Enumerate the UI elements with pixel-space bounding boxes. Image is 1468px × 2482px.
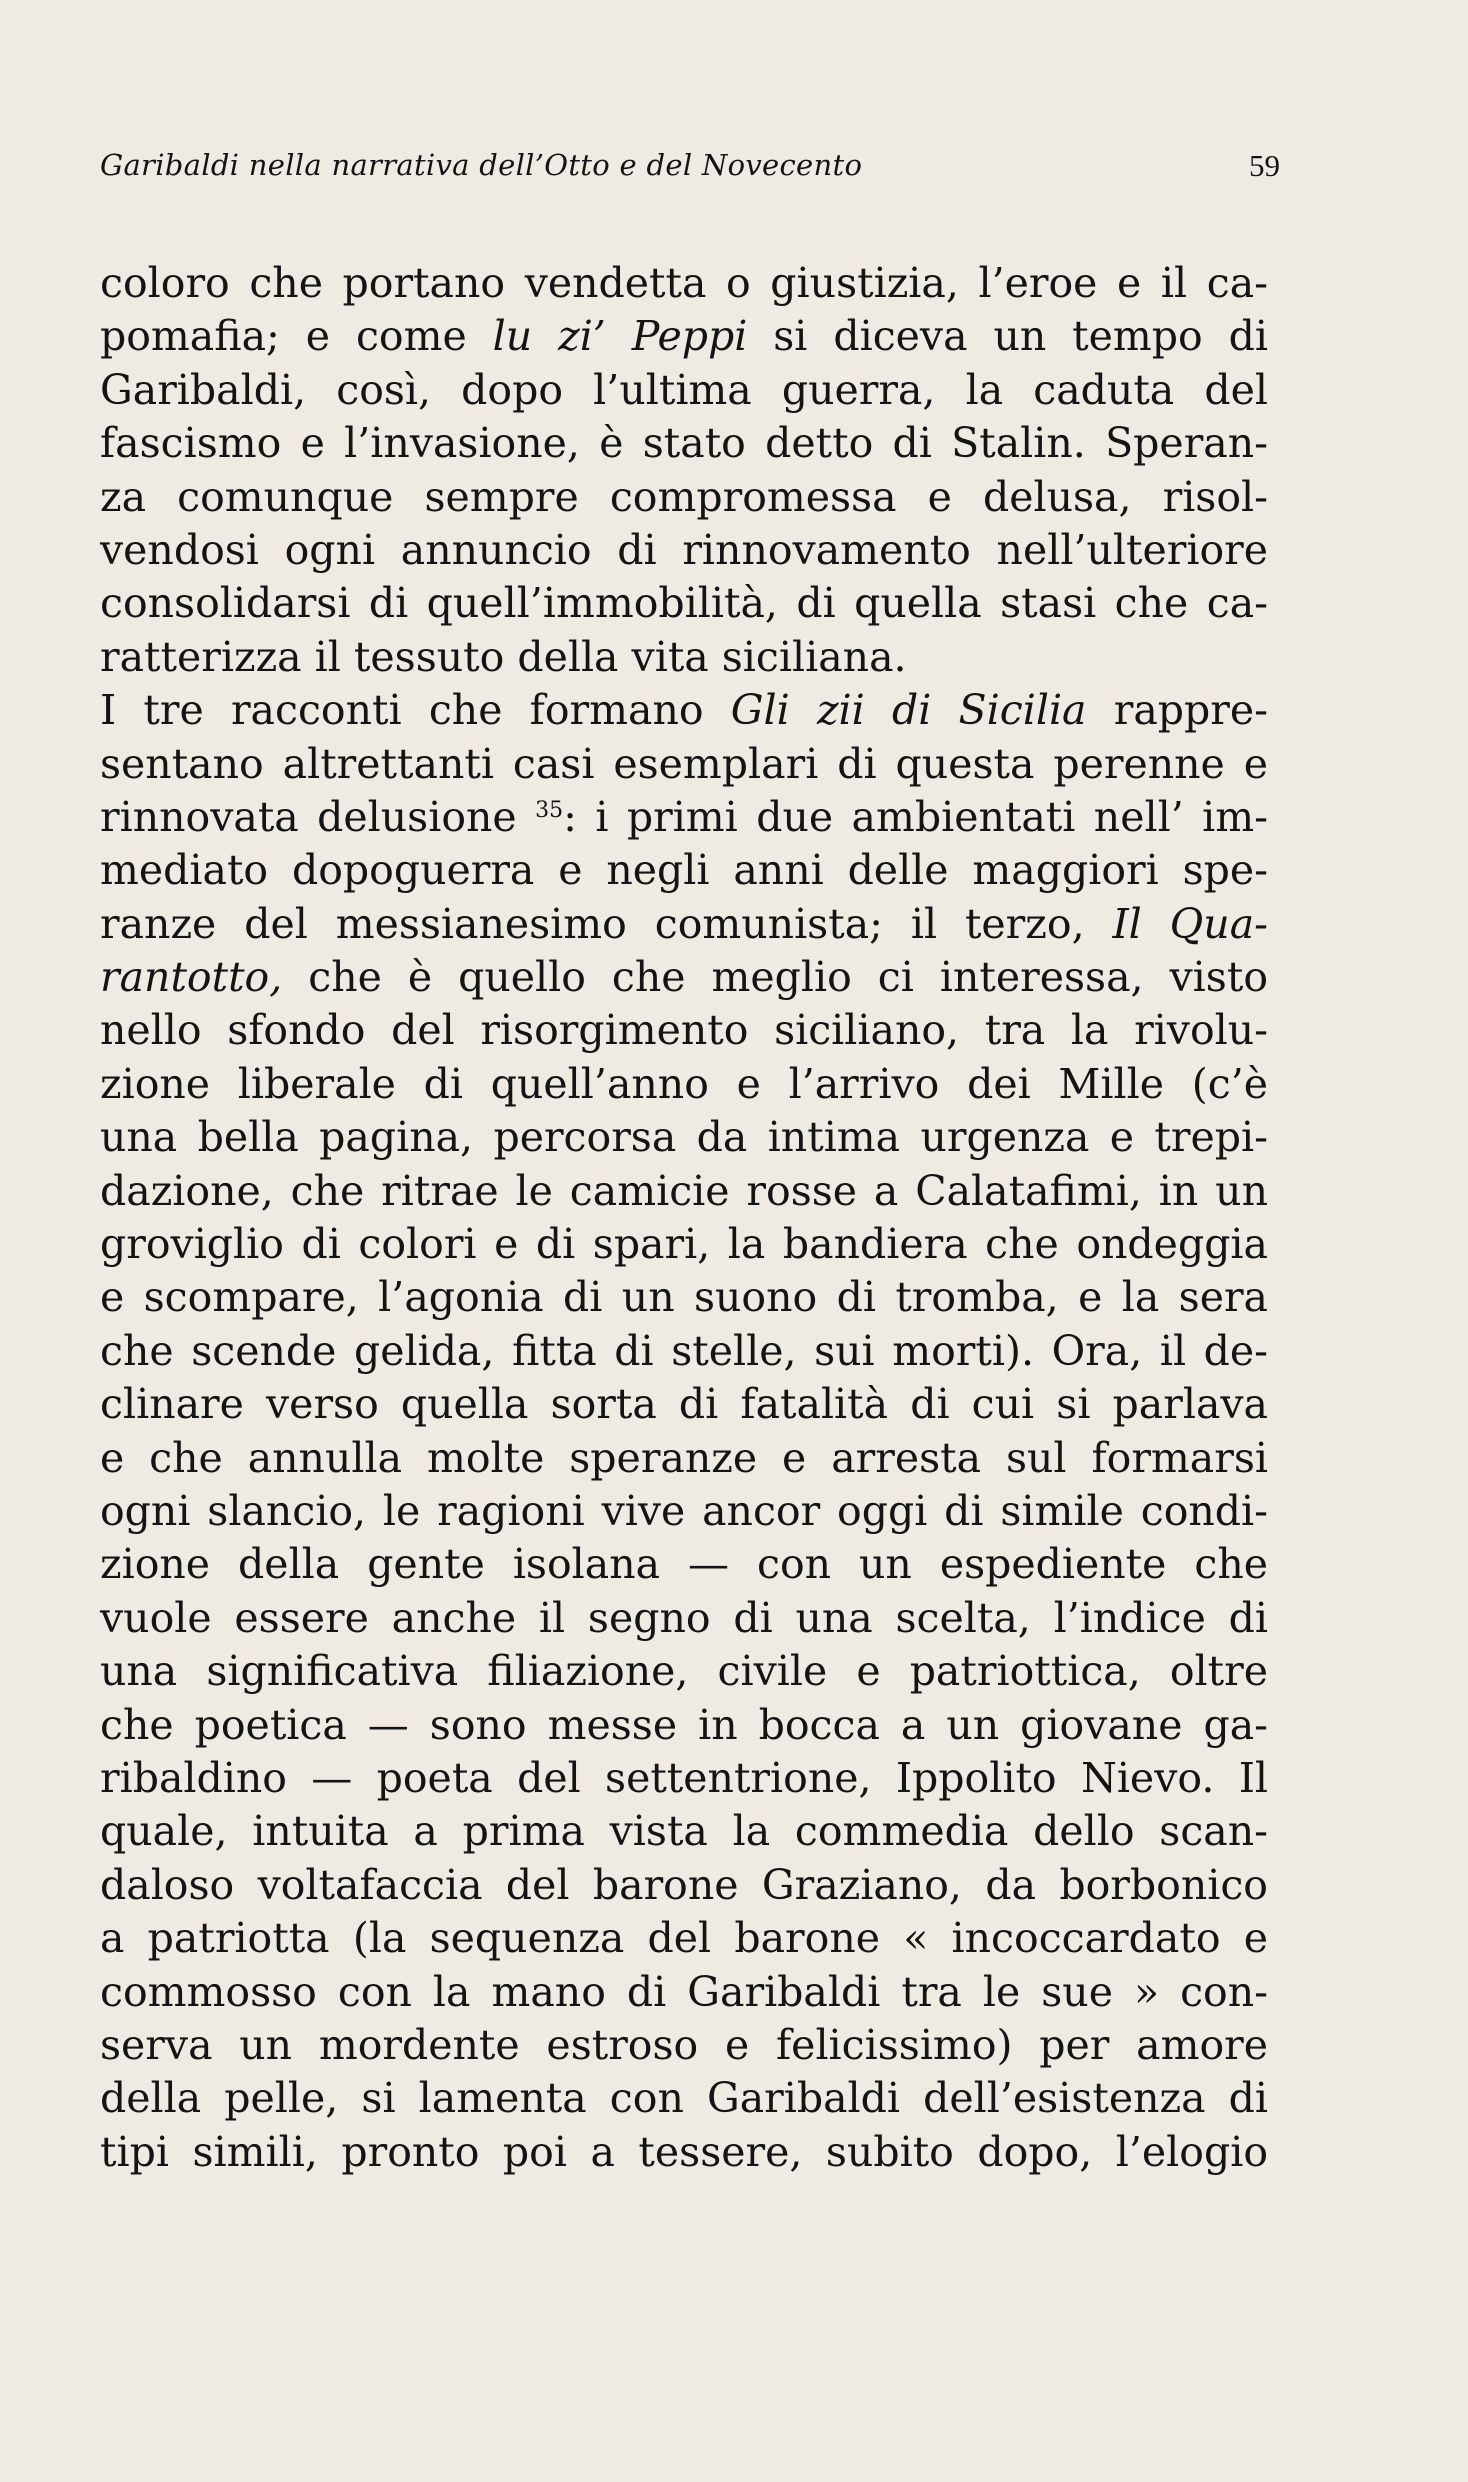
text-line: a patriotta (la sequenza del barone « incoccardato e (100, 1914, 1268, 1963)
text-line: nello sfondo del risorgimento siciliano, tra la rivolu- (100, 1006, 1268, 1055)
text-segment: : i primi due ambientati nell’ im- (563, 792, 1268, 841)
italic-book-title: Gli zii di Sicilia (730, 686, 1087, 735)
text-line: dazione, che ritrae le camicie rosse a Calatafimi, in un (100, 1166, 1268, 1215)
italic-story-title: Il Qua- (1112, 899, 1268, 948)
text-line: ogni slancio, le ragioni vive ancor oggi di simile condi- (100, 1486, 1268, 1535)
text-line: Garibaldi, così, dopo l’ultima guerra, la caduta del (100, 365, 1268, 414)
running-title: Garibaldi nella narrativa dell’Otto e del Novecento (100, 148, 863, 182)
text-line: della pelle, si lamenta con Garibaldi dell’esistenza di (100, 2074, 1268, 2123)
text-segment: ranze del messianesimo comunista; il terzo, (100, 899, 1113, 948)
text-line (100, 684, 1268, 737)
text-segment: I tre racconti che formano (100, 686, 731, 735)
text-line: fascismo e l’invasione, è stato detto di Stalin. Speran- (100, 419, 1268, 468)
text-line: sentano altrettanti casi esemplari di questa perenne e (100, 739, 1268, 788)
italic-story-title: rantotto, (100, 953, 283, 1002)
text-line: commosso con la mano di Garibaldi tra le sue » con- (100, 1967, 1268, 2016)
footnote-reference: 35 (535, 797, 564, 823)
text-line: quale, intuita a prima vista la commedia dello scan- (100, 1807, 1268, 1856)
text-line: daloso voltafaccia del barone Graziano, da borbonico (100, 1860, 1268, 1909)
text-segment: si diceva un tempo di (747, 312, 1268, 361)
text-line: che scende gelida, fitta di stelle, sui morti). Ora, il de- (100, 1326, 1268, 1375)
text-line: consolidarsi di quell’immobilità, di quella stasi che ca- (100, 579, 1268, 628)
text-line (100, 310, 1268, 363)
text-line: ratterizza il tessuto della vita siciliana. (100, 632, 907, 681)
text-line: e scompare, l’agonia di un suono di tromba, e la sera (100, 1273, 1268, 1322)
running-head (100, 148, 1280, 196)
text-line: mediato dopoguerra e negli anni delle maggiori spe- (100, 846, 1268, 895)
text-segment: rappre- (1086, 686, 1268, 735)
body-text (100, 257, 1268, 2179)
italic-dialect-phrase: lu zi’ Peppi (492, 312, 748, 361)
text-line: vuole essere anche il segno di una scelta, l’indice di (100, 1593, 1268, 1642)
text-line: tipi simili, pronto poi a tessere, subito dopo, l’elogio (100, 2127, 1268, 2176)
text-line: una bella pagina, percorsa da intima urgenza e trepi- (100, 1113, 1268, 1162)
text-line: za comunque sempre compromessa e delusa, risol- (100, 472, 1268, 521)
text-line (100, 951, 1268, 1004)
text-line: e che annulla molte speranze e arresta sul formarsi (100, 1433, 1268, 1482)
text-line (100, 791, 1268, 844)
text-line: clinare verso quella sorta di fatalità di cui si parlava (100, 1380, 1268, 1429)
text-line: groviglio di colori e di spari, la bandiera che ondeggia (100, 1220, 1268, 1269)
text-line: una significativa filiazione, civile e patriottica, oltre (100, 1647, 1268, 1696)
text-segment: che è quello che meglio ci interessa, visto (282, 953, 1268, 1002)
text-line: coloro che portano vendetta o giustizia, l’eroe e il ca- (100, 259, 1268, 307)
text-segment: rinnovata delusione (100, 792, 536, 841)
text-line: ribaldino — poeta del settentrione, Ippolito Nievo. Il (100, 1753, 1268, 1802)
text-line: zione della gente isolana — con un espediente che (100, 1540, 1268, 1589)
text-line: serva un mordente estroso e felicissimo) per amore (100, 2020, 1268, 2069)
text-line: vendosi ogni annuncio di rinnovamento nell’ulteriore (100, 525, 1268, 574)
text-line (100, 898, 1268, 951)
text-segment: pomafia; e come (100, 312, 493, 361)
text-line: che poetica — sono messe in bocca a un giovane ga- (100, 1700, 1268, 1749)
text-line: zione liberale di quell’anno e l’arrivo dei Mille (c’è (100, 1059, 1268, 1108)
page-number: 59 (1249, 148, 1280, 183)
